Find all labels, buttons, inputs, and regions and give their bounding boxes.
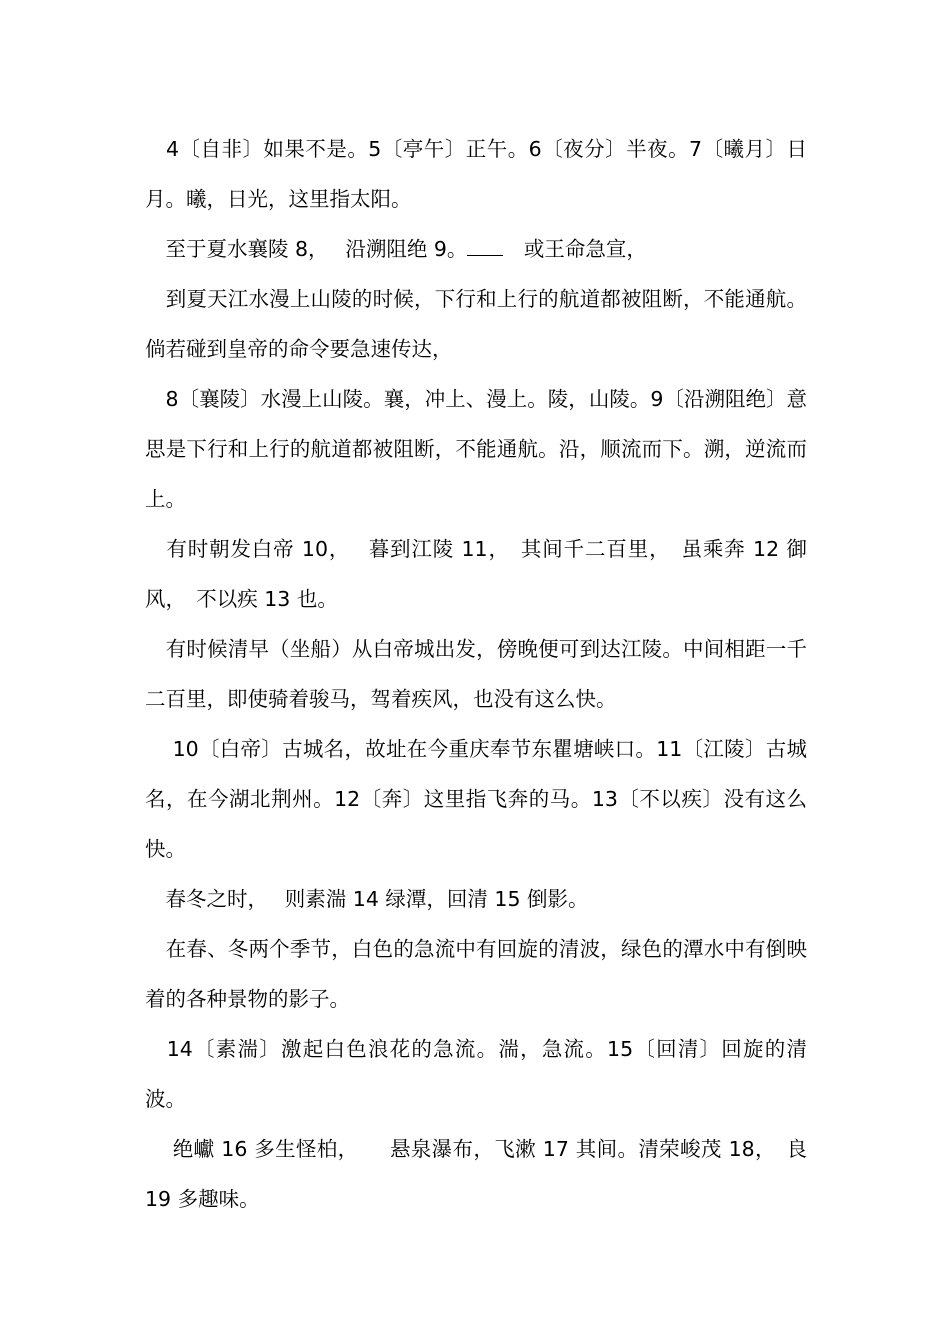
paragraph-translation-spring-winter: 在春、冬两个季节，白色的急流中有回旋的清波，绿色的潭水中有倒映着的各种景物的影子。	[145, 937, 807, 1011]
paragraph-note-10-13: 10〔白帝〕古城名，故址在今重庆奉节东瞿塘峡口。11〔江陵〕古城名，在今湖北荆州。12〔奔〕这里指飞奔的马。13〔不以疾〕没有这么快。	[145, 737, 807, 861]
paragraph-note-8-9: 8〔襄陵〕水漫上山陵。襄，冲上、漫上。陵，山陵。9〔沿溯阻绝〕意思是下行和上行的航道都被阻断，不能通航。沿，顺流而下。溯，逆流而上。	[145, 387, 807, 511]
paragraph-original-spring-winter: 春冬之时， 则素湍 14 绿潭，回清 15 倒影。	[145, 887, 589, 911]
paragraph-text: 至于夏水襄陵 8， 沿溯阻绝 9。	[145, 237, 468, 261]
paragraph-text-after-blank: 或王命急宣，	[503, 237, 647, 261]
paragraph-original-baidi: 有时朝发白帝 10， 暮到江陵 11， 其间千二百里， 虽乘奔 12 御风， 不以疾 13 也。	[145, 537, 807, 611]
paragraph-original-cliffs: 绝巘 16 多生怪柏， 悬泉瀑布，飞漱 17 其间。清荣峻茂 18， 良 19 多趣味。	[145, 1137, 814, 1211]
fill-in-blank	[467, 241, 503, 256]
paragraph-original-summer	[145, 224, 807, 274]
paragraph-note-4-7: 4〔自非〕如果不是。5〔亭午〕正午。6〔夜分〕半夜。7〔曦月〕日月。曦，日光，这里指太阳。	[145, 137, 807, 211]
document-body	[145, 124, 814, 1224]
paragraph-translation-summer: 到夏天江水漫上山陵的时候，下行和上行的航道都被阻断，不能通航。倘若碰到皇帝的命令要急速传达，	[145, 287, 807, 361]
paragraph-note-14-15: 14〔素湍〕激起白色浪花的急流。湍，急流。15〔回清〕回旋的清波。	[145, 1037, 807, 1111]
paragraph-translation-baidi: 有时候清早（坐船）从白帝城出发，傍晚便可到达江陵。中间相距一千二百里，即使骑着骏马，驾着疾风，也没有这么快。	[145, 637, 807, 711]
